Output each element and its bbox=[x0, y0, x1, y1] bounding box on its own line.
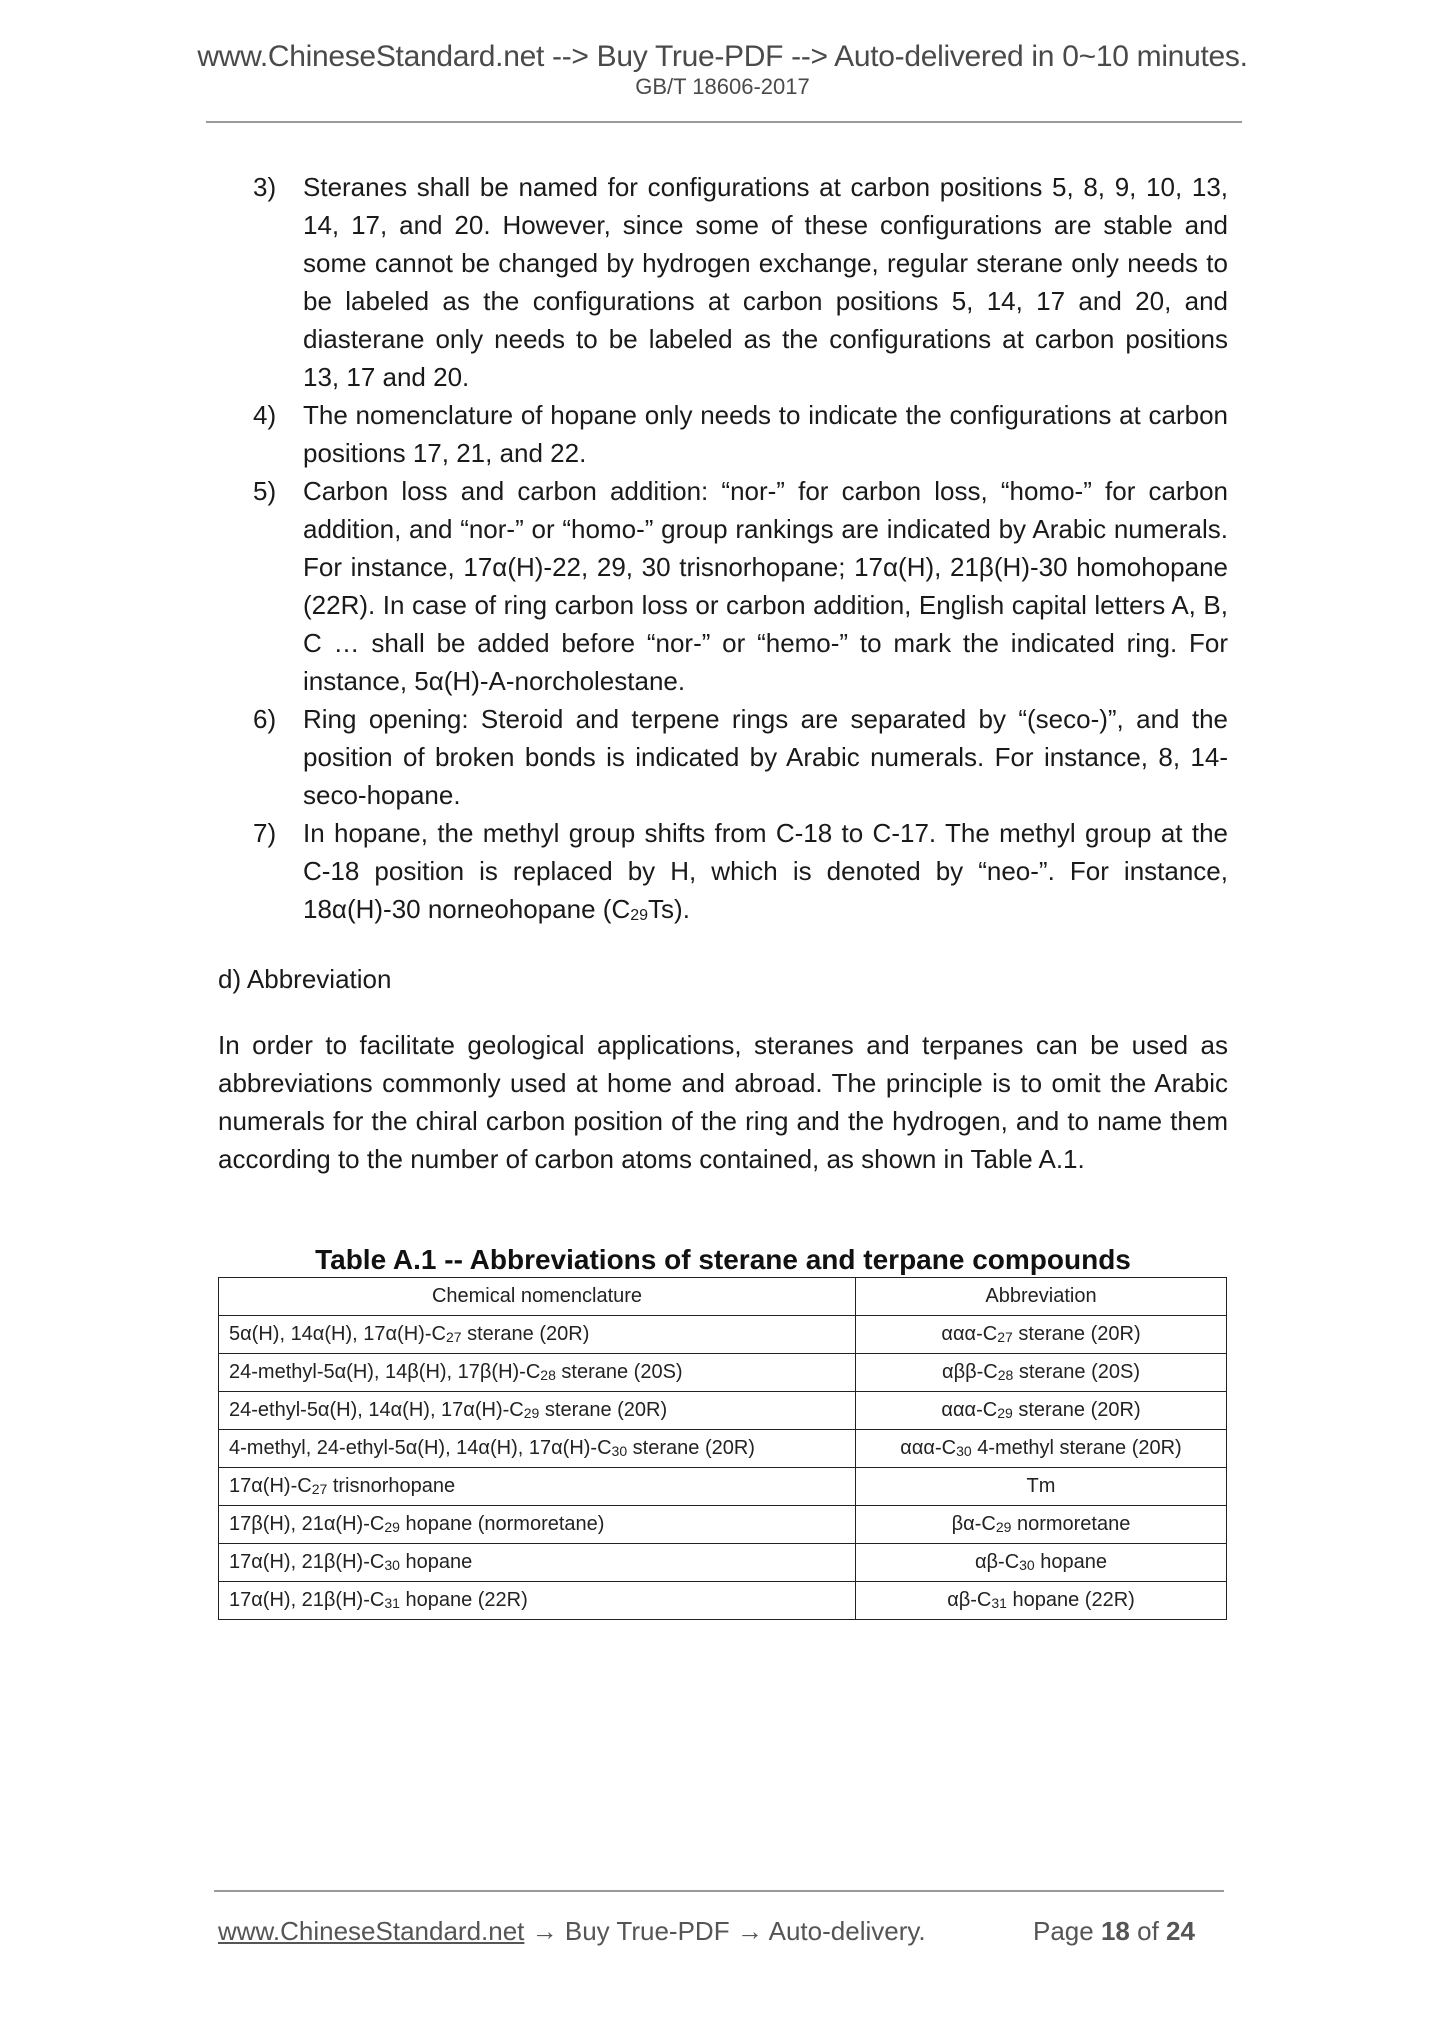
cell-nomenclature: 5α(H), 14α(H), 17α(H)-C27 sterane (20R) bbox=[219, 1316, 856, 1354]
cell-abbreviation: αβ-C31 hopane (22R) bbox=[856, 1582, 1227, 1620]
header-divider bbox=[206, 121, 1242, 123]
subscript: 30 bbox=[956, 1443, 972, 1459]
subscript: 30 bbox=[1019, 1557, 1035, 1573]
list-item bbox=[253, 814, 1228, 935]
list-number: 4) bbox=[253, 400, 277, 430]
abbreviation-table bbox=[218, 1277, 1227, 1620]
table-title: Table A.1 -- Abbreviations of sterane and terpane compounds bbox=[315, 1244, 1131, 1275]
standard-id: GB/T 18606-2017 bbox=[635, 74, 810, 99]
header-banner: www.ChineseStandard.net --> Buy True-PDF --> Auto-delivered in 0~10 minutes. bbox=[197, 40, 1248, 73]
table-row bbox=[219, 1582, 1227, 1620]
cell-abbreviation: ααα-C30 4-methyl sterane (20R) bbox=[856, 1430, 1227, 1468]
list-item bbox=[253, 396, 1228, 472]
list-text: Ring opening: Steroid and terpene rings are separated by “(seco-)”, and the position of broken bonds is indicated by Arabic numerals. For instance, 8, 14-seco-hopane. bbox=[303, 704, 1228, 810]
subscript: 31 bbox=[384, 1595, 400, 1611]
subscript: 28 bbox=[540, 1367, 556, 1383]
cell-nomenclature: 4-methyl, 24-ethyl-5α(H), 14α(H), 17α(H)-C30 sterane (20R) bbox=[219, 1430, 856, 1468]
cell-nomenclature: 17α(H), 21β(H)-C30 hopane bbox=[219, 1544, 856, 1582]
subscript: 27 bbox=[311, 1481, 328, 1497]
list-item bbox=[253, 168, 1228, 396]
page-total: 24 bbox=[1166, 1916, 1195, 1946]
list-text: Steranes shall be named for configurations at carbon positions 5, 8, 9, 10, 13, 14, 17, and 20. However, since some of these configurations are stable and some cannot be changed by hydrogen exchange, regular sterane only needs to be labeled as the configurations at carbon positions 5, 14, 17 and 20, and diasterane only needs to be labeled as the configurations at carbon positions 13, 17 and 20. bbox=[303, 172, 1228, 392]
table-row bbox=[219, 1354, 1227, 1392]
column-header-nomenclature: Chemical nomenclature bbox=[219, 1278, 856, 1316]
numbered-list bbox=[253, 168, 1228, 935]
table-row bbox=[219, 1392, 1227, 1430]
list-number: 5) bbox=[253, 476, 277, 506]
cell-nomenclature: 17α(H)-C27 trisnorhopane bbox=[219, 1468, 856, 1506]
cell-abbreviation: βα-C29 normoretane bbox=[856, 1506, 1227, 1544]
arrow-right-icon: → bbox=[736, 1916, 763, 1946]
list-text: The nomenclature of hopane only needs to indicate the configurations at carbon positions 17, 21, and 22. bbox=[303, 400, 1228, 468]
cell-abbreviation: αβ-C30 hopane bbox=[856, 1544, 1227, 1582]
subscript: 30 bbox=[384, 1557, 400, 1573]
subscript: 29 bbox=[997, 1405, 1013, 1421]
table-row bbox=[219, 1468, 1227, 1506]
list-number: 7) bbox=[253, 818, 277, 848]
cell-nomenclature: 17β(H), 21α(H)-C29 hopane (normoretane) bbox=[219, 1506, 856, 1544]
cell-abbreviation: ααα-C27 sterane (20R) bbox=[856, 1316, 1227, 1354]
list-item bbox=[253, 700, 1228, 814]
subscript: 29 bbox=[630, 907, 649, 924]
table-row bbox=[219, 1506, 1227, 1544]
list-item bbox=[253, 472, 1228, 700]
table-row bbox=[219, 1544, 1227, 1582]
table-row bbox=[219, 1430, 1227, 1468]
cell-nomenclature: 24-methyl-5α(H), 14β(H), 17β(H)-C28 sterane (20S) bbox=[219, 1354, 856, 1392]
section-heading: d) Abbreviation bbox=[218, 964, 392, 994]
page-number: 18 bbox=[1100, 1916, 1130, 1946]
arrow-right-icon: → bbox=[531, 1916, 558, 1946]
list-text: Carbon loss and carbon addition: “nor-” for carbon loss, “homo-” for carbon addition, and “nor-” or “homo-” group rankings are indicated by Arabic numerals. For instance, 17α(H)-22, 29, 30 trisnorhopane; 17α(H), 21β(H)-30 homohopane (22R). In case of ring carbon loss or carbon addition, English capital letters A, B, C … shall be added before “nor-” or “hemo-” to mark the indicated ring. For instance, 5α(H)-A-norcholestane. bbox=[303, 476, 1228, 696]
list-number: 6) bbox=[253, 704, 277, 734]
subscript: 28 bbox=[997, 1367, 1014, 1383]
list-text: In hopane, the methyl group shifts from C-18 to C-17. The methyl group at the C-18 position is replaced by H, which is denoted by “neo-”. For instance, 18α(H)-30 norneohopane (C29Ts). bbox=[303, 818, 1228, 924]
section-paragraph: In order to facilitate geological applications, steranes and terpanes can be used as abbreviations commonly used at home and abroad. The principle is to omit the Arabic numerals for the chiral carbon position of the ring and the hydrogen, and to name them according to the number of carbon atoms contained, as shown in Table A.1. bbox=[218, 1030, 1228, 1174]
subscript: 30 bbox=[611, 1443, 628, 1459]
page-indicator: Page 18 of 24 bbox=[1033, 1916, 1195, 1946]
table-row bbox=[219, 1316, 1227, 1354]
subscript: 29 bbox=[995, 1519, 1012, 1535]
cell-nomenclature: 24-ethyl-5α(H), 14α(H), 17α(H)-C29 sterane (20R) bbox=[219, 1392, 856, 1430]
footer-left: www.ChineseStandard.net → Buy True-PDF → Auto-delivery. bbox=[218, 1916, 926, 1946]
list-number: 3) bbox=[253, 172, 277, 202]
subscript: 27 bbox=[445, 1329, 462, 1345]
footer-site-link[interactable]: www.ChineseStandard.net bbox=[218, 1916, 525, 1946]
footer-divider bbox=[214, 1890, 1224, 1892]
subscript: 31 bbox=[991, 1595, 1007, 1611]
cell-abbreviation: Tm bbox=[856, 1468, 1227, 1506]
subscript: 29 bbox=[384, 1519, 400, 1535]
table-header-row bbox=[219, 1278, 1227, 1316]
cell-abbreviation: αββ-C28 sterane (20S) bbox=[856, 1354, 1227, 1392]
cell-abbreviation: ααα-C29 sterane (20R) bbox=[856, 1392, 1227, 1430]
column-header-abbreviation: Abbreviation bbox=[856, 1278, 1227, 1316]
cell-nomenclature: 17α(H), 21β(H)-C31 hopane (22R) bbox=[219, 1582, 856, 1620]
subscript: 27 bbox=[997, 1329, 1013, 1345]
subscript: 29 bbox=[523, 1405, 540, 1421]
